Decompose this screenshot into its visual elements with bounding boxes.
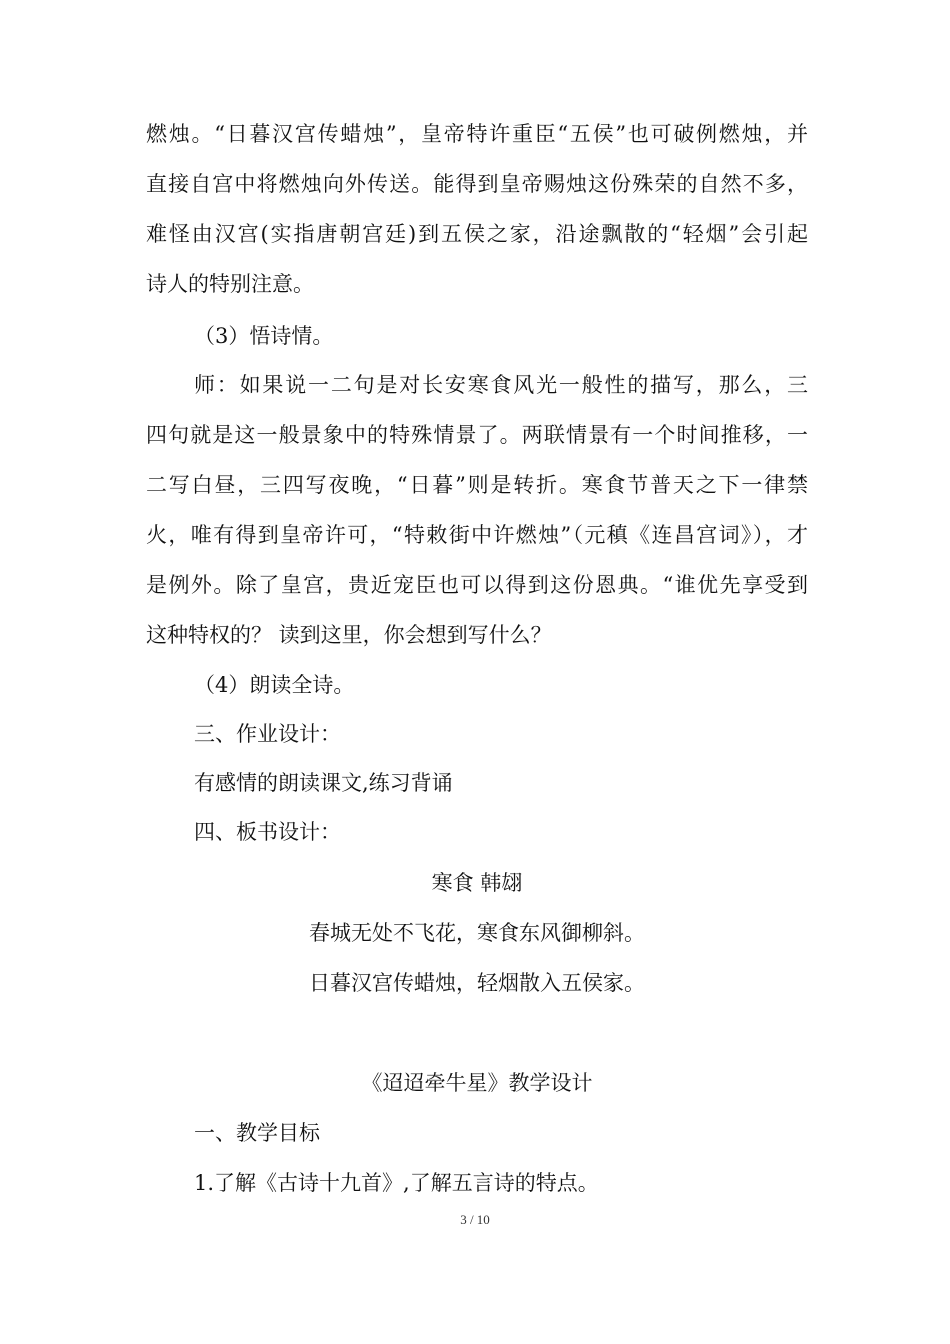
body-text-line: 是例外。除了皇宫，贵近宠臣也可以得到这份恩典。“谁优先享受到: [146, 573, 808, 597]
homework-content: 有感情的朗读课文,练习背诵: [194, 771, 453, 795]
page-number: 3 / 10: [460, 1212, 490, 1227]
body-text-line: 二写白昼，三四写夜晚，“日暮”则是转折。寒食节普天之下一律禁: [146, 473, 808, 497]
section-heading: 三、作业设计：: [194, 722, 341, 746]
lesson-title: 《迢迢牵牛星》教学设计: [361, 1071, 593, 1095]
poem-line: 日暮汉宫传蜡烛，轻烟散入五侯家。: [309, 971, 645, 995]
body-text-line: 难怪由汉宫(实指唐朝宫廷)到五侯之家，沿途飘散的“轻烟”会引起: [146, 222, 808, 246]
section-heading: 一、教学目标: [194, 1121, 320, 1145]
body-text-line: 师：如果说一二句是对长安寒食风光一般性的描写，那么，三: [194, 373, 808, 397]
body-text-line: 火，唯有得到皇帝许可，“特敕街中许燃烛”（元稹《连昌宫词》），才: [146, 523, 808, 547]
step-heading: （4）朗读全诗。: [194, 673, 355, 697]
body-text-line: 四句就是这一般景象中的特殊情景了。两联情景有一个时间推移，一: [146, 423, 808, 447]
section-heading: 四、板书设计：: [194, 820, 341, 844]
body-text-line: 这种特权的？ 读到这里，你会想到写什么？: [146, 623, 552, 647]
poem-line: 春城无处不飞花，寒食东风御柳斜。: [309, 921, 645, 945]
body-text-line: 诗人的特别注意。: [146, 272, 314, 296]
step-heading: （3）悟诗情。: [194, 324, 334, 348]
body-text-line: 直接自宫中将燃烛向外传送。能得到皇帝赐烛这份殊荣的自然不多，: [146, 172, 808, 196]
poem-title: 寒食 韩翃: [431, 871, 523, 895]
goal-item: 1.了解《古诗十九首》,了解五言诗的特点。: [194, 1171, 599, 1195]
body-text-line: 燃烛。“日暮汉宫传蜡烛”，皇帝特许重臣“五侯”也可破例燃烛，并: [146, 122, 808, 146]
